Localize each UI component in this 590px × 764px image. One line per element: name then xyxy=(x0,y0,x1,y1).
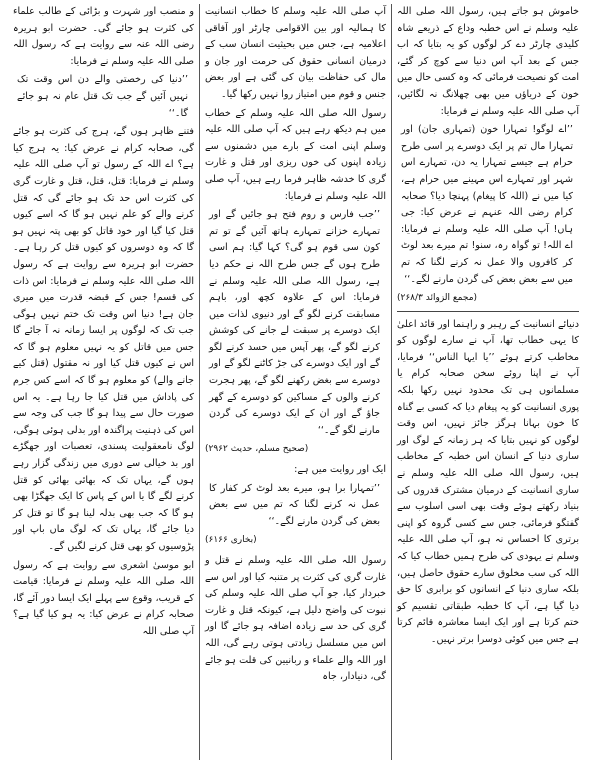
text-column-3 xyxy=(8,4,200,760)
paragraph: خاموش ہو جاتے ہیں، رسول اللہ صلی اللہ علیہ وسلم نے اس خطبہ وداع کے ذریعے شاہ کلیدی چارٹر دے کر لوگوں کو یہ بتایا کہ اب جس کے بعد آپ اس دنیا سے کوچ کر گئے، امت کو نصیحت فرمائی کہ وہ کسی حال میں خون کے دریاؤں میں بھی چھلانگ نہ لگائیں، آپ صلی اللہ علیہ وسلم نے فرمایا: xyxy=(397,6,579,117)
text-columns xyxy=(6,4,584,760)
paragraph: رسول اللہ صلی اللہ علیہ وسلم نے قتل و غارت گری کی کثرت پر متنبہ کیا اور اس سے خبردار کیا، جو آپ صلی اللہ علیہ وسلم کی نبوت کی واضح دلیل ہے، کیونکہ قتل و غارت گری کی حد سے زیادہ اضافہ ہو جائے گا اور اس میں مسلسل زیادتی ہوتی رہے گی، اللہ اور اللہ والے علماء و ربانیین کی قلت ہو جائے گی، دنیادار، جاہ xyxy=(205,555,386,683)
paragraph: و منصب اور شہرت و بڑائی کے طالب علماء کی کثرت ہو جائے گی۔ حضرت ابو ہریرہ رضی اللہ عنہ سے روایت ہے کہ رسول اللہ صلی اللہ علیہ وسلم نے فرمایا: xyxy=(13,6,194,67)
section-divider xyxy=(397,311,579,312)
hadith-quote: ’’جب فارس و روم فتح ہو جائیں گے اور تمہارے خزانے تمہارے ہاتھ آئیں گے تو تم کون سی قوم ہو گی؟ کہا گیا: ہم اسی طرح ہوں گے جس طرح اللہ نے حکم دیا ہے، رسول اللہ صلی اللہ علیہ وسلم نے فرمایا: اس کے علاوہ کچھ اور، باہم مسابقت کرنے لگو گے اور دنیوی لذات میں ایک دوسرے پر سبقت لے جانے کی کوشش کرنے لگو گے، پھر آپس میں حسد کرنے لگو گے اور ایک دوسرے کی جڑ کاٹنے لگو گے اور دوسرے سے بغض رکھنے لگو گے، پھر ہجرت کرنے والوں کے مساکین کو دوسرے کے گھر جاؤ گے اور ان کے ایک دوسرے کی گردن مارنے لگو گے۔‘‘ xyxy=(209,209,380,436)
paragraph: رسول اللہ صلی اللہ علیہ وسلم کے خطاب میں ہم دیکھ رہے ہیں کہ آپ صلی اللہ علیہ وسلم اپنی امت کے بارے میں دشمنوں سے زیادہ اپنوں کی خوں ریزی اور قتل و غارت گری کا خدشہ ظاہر فرما رہے ہیں، آپ صلی اللہ علیہ وسلم نے فرمایا: xyxy=(205,107,386,202)
hadith-quote: ’’دنیا کی رخصتی والے دن اس وقت تک نہیں آئیں گے جب تک قتل عام نہ ہو جائے گا۔‘‘ xyxy=(17,74,188,119)
hadith-quote: ’’تمہارا برا ہو، میرے بعد لوٹ کر کفار کا عمل نہ کرنے لگنا کہ تم میں سے بعض بعض کی گردن مارنے لگے۔‘‘ xyxy=(209,482,380,527)
citation: (صحیح مسلم، حدیث ۲۹۶۲) xyxy=(205,444,309,455)
paragraph: فتنے ظاہر ہوں گے، ہرج کی کثرت ہو جائے گی، صحابہ کرام نے عرض کیا: یہ ہرج کیا ہے؟ اے اللہ کے رسول تو آپ صلی اللہ علیہ وسلم نے فرمایا: قتل، قتل، قتل و غارت گری کی کثرت اس حد تک ہو جائے گی کہ قتل کرنے والے کو علم نہیں ہو گا کہ اسے کیوں قتل کیا گیا اور خود قاتل کو بھی پتہ نہیں ہو گا کہ وہ دوسروں کو کیوں قتل کر رہا ہے۔ حضرت ابو ہریرہ سے روایت ہے کہ رسول اللہ صلی اللہ علیہ وسلم نے فرمایا: اس ذات کی قسم! جس کے قبضہ قدرت میں میری جان ہے! دنیا اس وقت تک ختم نہیں ہوگی جب تک کہ لوگوں پر ایسا زمانہ نہ آ جائے گا جس میں قاتل کو یہ نہیں معلوم ہو گا کہ اس نے کیوں قتل کیا اور نہ مقتول (قتل کیے جانے والے) کو معلوم ہو گا کہ اسے کس جرم کی پاداش میں قتل کیا جا رہا ہے۔ یہ اس صورت حال سے پیدا ہو گا جب کی وجہ سے اس کی ذہنیت پراگندہ اور بدلی ہوئی ہوگی، لوگ نامعقولیت پسندی، تعصبات اور جھگڑے اور بد خیالی سے دوری میں زندگی گزار رہے ہوں گے، یہاں تک کہ بھائی بھائی کو قتل کرنے لگے گا یا اس کے پاس کا ایک جھگڑا بھی ہو گا کہ جب بھی بدلہ لینا ہو گا تو قتل کر دیا جائے گا، یہاں تک کہ لوگ ماں باپ اور پڑوسیوں کو بھی قتل کرنے لگیں گے۔ xyxy=(13,126,194,552)
paragraph: دنیائے انسانیت کے رہبر و راہنما اور قائد اعلیٰ کا یہی خطاب تھا، آپ نے سارے لوگوں کو مخاطب کرتے ہوئے ’’یا ایہا الناس‘‘ فرمایا، آپ نے اپنا روئے سخن صحابہ کرام یا مسلمانوں ہی تک محدود نہیں رکھا بلکہ پوری انسانیت کو یہ پیغام دیا کہ کسی بے گناہ کا خون بہانا ہرگز جائز نہیں، اس وقت لوگوں کو نہیں بتایا کہ ہر زمانہ کے لوگ اور ساری دنیا کے انسان اس خطبہ کے مخاطب ہیں، رسول اللہ صلی اللہ علیہ وسلم نے ساری انسانیت کے درمیان مشترک قدروں کی بنیاد رکھتے ہوئے وقت بھی اسی اسلوب سے گفتگو فرمائی، جس سے کسی گروہ کو اپنی برتری کا احساس نہ ہو، آپ صلی اللہ علیہ وسلم نے یہودی کی طرح ہمیں خطاب کیا کہ اللہ کی سب مخلوق سارے حقوق حاصل ہیں، بلکہ ساری دنیا کے انسانوں کو برابری کا حق دیا گیا ہے، آپ کا خطبہ طبقاتی تقسیم کو ختم کرتا ہے اور ایک ایسا معاشرہ قائم کرتا ہے جس میں کوئی دوسرا برتر نہیں۔ xyxy=(397,318,579,645)
citation: (مجمع الزوائد ۲۶۸/۳) xyxy=(397,293,478,304)
text-column-1 xyxy=(392,4,584,760)
text-column-2 xyxy=(200,4,392,760)
paragraph: آپ صلی اللہ علیہ وسلم کا خطاب انسانیت کا ہمالیہ اور بین الاقوامی چارٹر اور آفاقی اعلامیہ ہے، جس میں بحیثیت انسان سب کے درمیان انسانی حقوق کی حرمت اور جان و مال کی حفاظت بیان کی گئی ہے اور بعض جنس و قوم میں امتیاز روا نہیں رکھا گیا۔ xyxy=(205,6,386,100)
hadith-quote: ’’اے لوگو! تمہارا خون (تمہاری جان) اور تمہارا مال تم پر ایک دوسرے پر اسی طرح حرام ہے جیسے تمہارا یہ دن، تمہارے اس شہر اور تمہارے اس مہینے میں حرام ہے، کیا میں نے (اللہ کا پیغام) پہنچا دیا؟ صحابہ کرام رضی اللہ عنہم نے عرض کیا: جی ہاں! آپ صلی اللہ علیہ وسلم نے فرمایا: اے اللہ! تو گواہ رہ، سنو! تم میرے بعد لوٹ کر کافروں والا عمل نہ کرنے لگنا کہ تم میں سے بعض بعض کی گردن مارنے لگے۔‘‘ xyxy=(401,124,573,285)
paragraph: ایک اور روایت میں ہے: xyxy=(294,464,386,476)
paragraph: ابو موسیٰ اشعری سے روایت ہے کہ رسول اللہ صلی اللہ علیہ وسلم نے فرمایا: قیامت کے قریب، وقوع سے پہلے ایک ایسا دور آئے گا، صحابہ کرام نے عرض کیا: یہ ہو کیا گیا ہے؟ آپ صلی اللہ xyxy=(13,559,194,637)
citation: (بخاری ۶۱۶۶) xyxy=(205,535,257,546)
